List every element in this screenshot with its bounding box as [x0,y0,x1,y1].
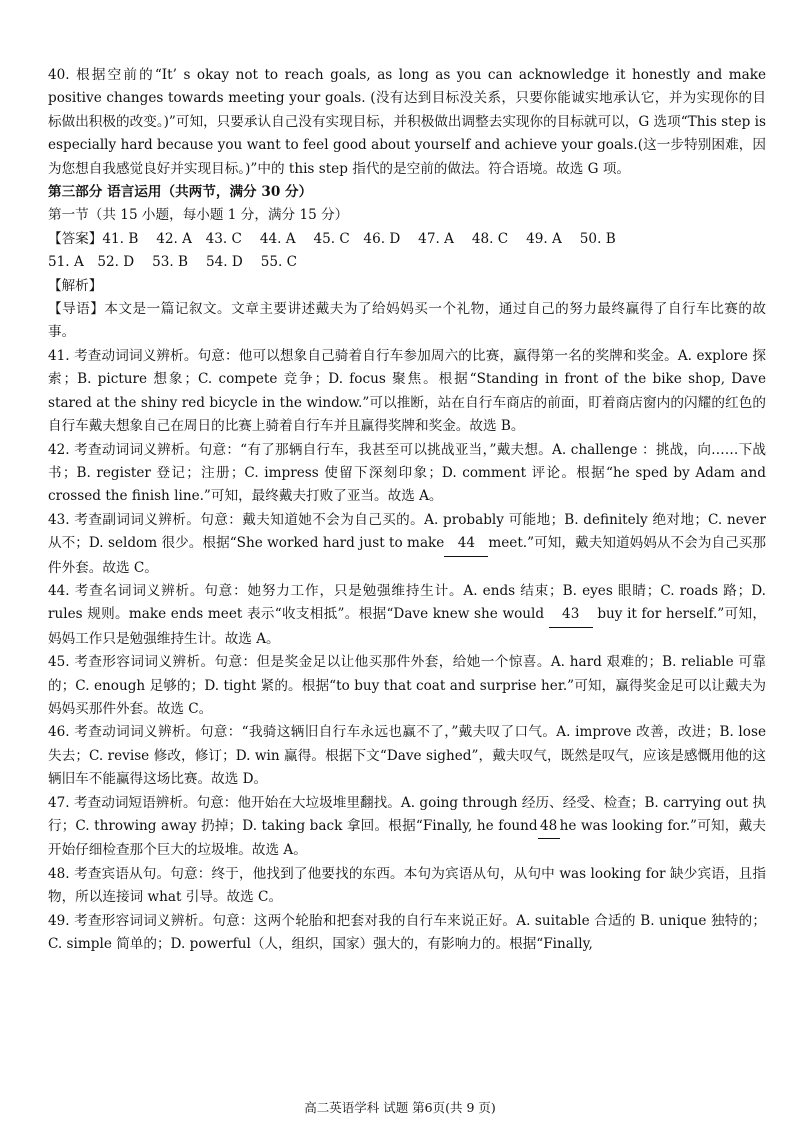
q47-text-a: 47. 考查动词短语辨析。句意：他开始在大垃圾堆里翻找。A. going through 经历、经受、检查；B. carrying out 执行；C. throwing away 扔掉；D. taking back 拿回。根据“Finally, he found [48,794,766,834]
q46-explanation: 46. 考查动词词义辨析。句意：“我骑这辆旧自行车永远也赢不了，”戴夫叹了口气。A. improve 改善，改进；B. lose 失去；C. revise 修改，修订；D. win 赢得。根据下文“Dave sighed”，戴夫叹气，既然是叹气，应该是感慨用他的这辆旧车不能赢得这场比赛。故选 D。 [48,724,766,788]
q47-blank: 48 [538,815,560,839]
passage-intro: 【导语】本文是一篇记叙文。文章主要讲述戴夫为了给妈妈买一个礼物，通过自己的努力最终赢得了自行车比赛的故事。 [48,301,766,341]
answer-key-line-2: 51. A 52. D 53. B 54. D 55. C [48,254,298,271]
q49-explanation: 49. 考查形容词词义辨析。句意：这两个轮胎和把套对我的自行车来说正好。A. suitable 合适的 B. unique 独特的；C. simple 简单的；D. powerful（人，组织，国家）强大的，有影响力的。根据“Finally, [48,912,766,953]
q45-explanation: 45. 考查形容词词义辨析。句意：但是奖金足以让他买那件外套，给她一个惊喜。A. hard 艰难的；B. reliable 可靠的；C. enough 足够的；D. tight 紧的。根据“to buy that coat and surprise her.”可知，赢得奖金足可以让戴夫为妈妈买那件外套。故选 C。 [48,654,766,717]
answer-key-line-1: 【答案】41. B 42. A 43. C 44. A 45. C 46. D 47. A 48. C 49. A 50. B [48,230,616,247]
q44-text-b: buy it for herself.”可知，妈妈工作只是勉强维持生计。故选 A。 [48,606,766,647]
q44-explanation [48,580,766,651]
q44-blank: 43 [549,603,593,627]
analysis-label: 【解析】 [48,277,103,294]
q43-text-b: meet.”可知，戴夫知道妈妈从不会为自己买那件外套。故选 C。 [48,535,766,576]
q42-explanation: 42. 考查动词词义辨析。句意：“有了那辆自行车，我甚至可以挑战亚当，”戴夫想。A. challenge ：挑战，向……下战书；B. register 登记；注册；C. impress 使留下深刻印象；D. comment 评论。根据“he sped by Adam and crossed the finish line.”可知，最终戴夫打败了亚当。故选 A。 [48,441,766,505]
answer-explanation-body [48,64,766,956]
q43-explanation [48,509,766,580]
section-subtitle: 第一节（共 15 小题，每小题 1 分，满分 15 分） [48,207,349,224]
q43-text-a: 43. 考查副词词义辨析。句意：戴夫知道她不会为自己买的。A. probably 可能地；B. definitely 绝对地；C. never 从不；D. seldom 很少。根据“She worked hard just to make [48,511,766,552]
section-title: 第三部分 语言运用（共两节，满分 30 分） [48,184,313,201]
q47-explanation [48,792,766,863]
q48-explanation: 48. 考查宾语从句。句意：终于，他找到了他要找的东西。本句为宾语从句，从句中 was looking for 缺少宾语，且指物，所以连接词 what 引导。故选 C。 [48,865,766,906]
q41-explanation: 41. 考查动词词义辨析。句意：他可以想象自己骑着自行车参加周六的比赛，赢得第一名的奖牌和奖金。A. explore 探索；B. picture 想象；C. compete 竞争；D. focus 聚焦。根据“Standing in front of the bike shop, Dave stared at the shiny red bicycle in the window.”可以推断，站在自行车商店的前面，盯着商店窗内的闪耀的红色的自行车戴夫想象自己在周日的比赛上骑着自行车并且赢得奖牌和奖金。故选 B。 [48,347,766,435]
q44-text-a: 44. 考查名词词义辨析。句意：她努力工作，只是勉强维持生计。A. ends 结束；B. eyes 眼睛；C. roads 路；D. rules 规则。make ends meet 表示“收支相抵”。根据“Dave knew she would [48,582,766,623]
q47-text-b: he was looking for.”可知，戴夫开始仔细检查那个巨大的垃圾堆。故选 A。 [48,818,766,859]
q40-explanation: 40. 根据空前的“It’ s okay not to reach goals, as long as you can acknowledge it honestly and make positive changes towards meeting your goals. (没有达到目标没关系，只要你能诚实地承认它，并为实现你的目标做出积极的改变。)”可知，只要承认自己没有实现目标，并积极做出调整去实现你的目标就可以，G 选项“This step is especially hard because you want to feel good about yourself and achieve your goals.(这一步特别困难，因为您想自我感觉良好并实现目标。)”中的 this step 指代的是空前的做法。符合语境。故选 G 项。 [48,67,766,177]
q43-blank: 44 [444,532,488,556]
page-footer: 高二英语学科 试题 第6页(共 9 页) [304,1100,496,1115]
